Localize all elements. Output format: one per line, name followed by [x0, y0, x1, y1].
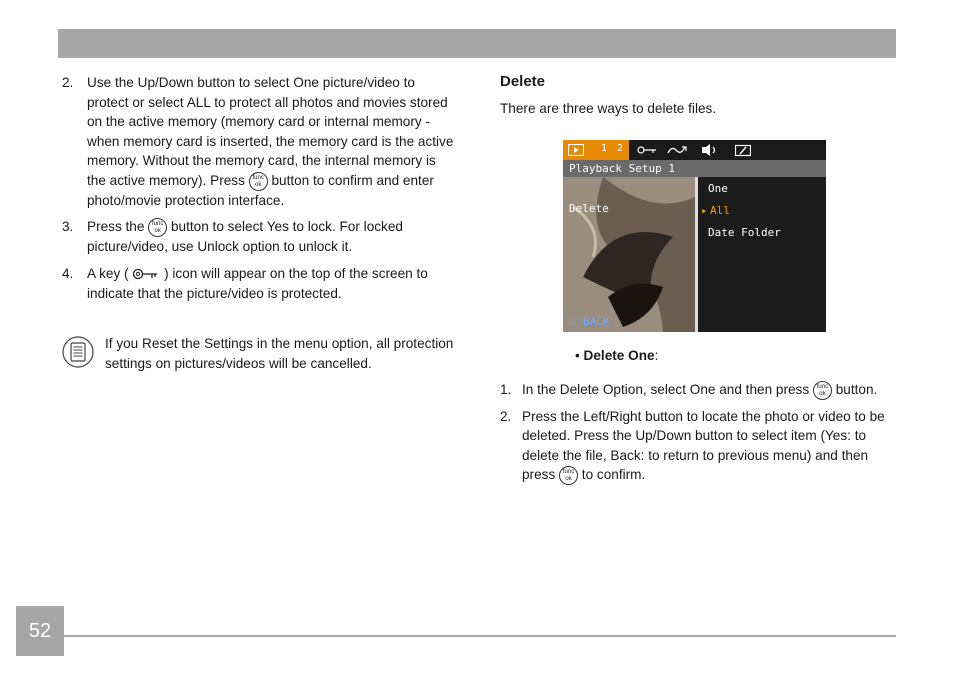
option-all[interactable]: All: [710, 204, 730, 217]
step-number: 1.: [500, 381, 512, 397]
edit-tab-icon: [735, 143, 751, 157]
step-text: ) icon will appear on the top of the screen to indicate that the picture/video is protected.: [87, 265, 428, 301]
note-text: If you Reset the Settings in the menu option, all protection settings on pictures/videos will be cancelled.: [105, 336, 454, 371]
selection-arrow-icon: ▸: [701, 204, 708, 217]
func-ok-button-icon: func ok: [148, 218, 167, 237]
voice-memo-tab-icon: [700, 144, 720, 156]
screen-title: Playback Setup 1: [563, 160, 826, 177]
step-number: 3.: [62, 219, 74, 235]
option-one[interactable]: One: [708, 182, 728, 195]
step-text: Use the Up/Down button to select One picture/video to protect or select ALL to protect all photos and movies stored on the active memory (memory card or internal memory - when memory card is inserted, the memory card is the active memory. Without the memory card, the internal memory is the active memory). Press: [87, 75, 454, 188]
bullet-dot: •: [575, 348, 584, 363]
step-number: 2.: [500, 408, 512, 424]
tab-2: 2: [617, 143, 624, 154]
step-4-key: [62, 264, 454, 303]
step-text: button.: [831, 381, 878, 397]
step-3-lock: [62, 217, 454, 257]
right-step-1: [500, 380, 896, 400]
delete-one-bullet: [575, 346, 896, 366]
intro-text: There are three ways to delete files.: [500, 101, 717, 116]
section-title: Delete: [500, 73, 546, 90]
step-number: 2.: [62, 75, 74, 90]
header-bar: [58, 29, 896, 58]
option-date-folder[interactable]: Date Folder: [708, 226, 781, 239]
func-ok-button-icon: func ok: [559, 466, 578, 485]
func-ok-button-icon: func ok: [249, 172, 268, 191]
key-tab-icon: [637, 145, 657, 155]
footer-line: [64, 635, 896, 637]
step-text: A key (: [87, 265, 133, 281]
back-icon: ⓒ: [569, 317, 580, 330]
bullet-colon: :: [654, 348, 659, 363]
note-icon: [62, 336, 94, 368]
back-label: BACK: [583, 315, 610, 328]
menu-tabs: [563, 140, 826, 160]
tab-1: 1: [601, 143, 608, 154]
page-number: 52: [16, 606, 64, 656]
func-ok-button-icon: func ok: [813, 381, 832, 400]
rotate-tab-icon: [667, 144, 687, 156]
step-text: Press the: [87, 219, 149, 235]
right-step-2: [500, 407, 896, 486]
left-column: [62, 73, 454, 310]
step-text: Press the Left/Right button to locate the photo or video to be deleted. Press the Up/Down button to select item (Yes: to delete the file, Back: to return to previous menu) and then press: [522, 408, 885, 483]
right-column: [500, 73, 896, 131]
preview-photo: [563, 177, 695, 332]
delete-label: Delete: [569, 202, 609, 215]
right-column-lower: [500, 346, 896, 492]
playback-icon: [568, 144, 584, 156]
step-text: button to select Yes to lock. For locked picture/video, use Unlock option to unlock it.: [87, 219, 403, 255]
delete-options-menu: [698, 177, 826, 332]
step-text: to confirm.: [578, 467, 646, 483]
step-2-protect: [62, 73, 454, 210]
step-number: 4.: [62, 265, 74, 281]
camera-screen: [563, 140, 826, 332]
step-text: In the Delete Option, select One and then press: [522, 381, 813, 397]
key-icon: [132, 267, 160, 281]
step-text: button to confirm and enter photo/movie protection interface.: [87, 172, 434, 208]
bullet-label: Delete One: [583, 348, 655, 363]
flower-image: [563, 177, 695, 332]
